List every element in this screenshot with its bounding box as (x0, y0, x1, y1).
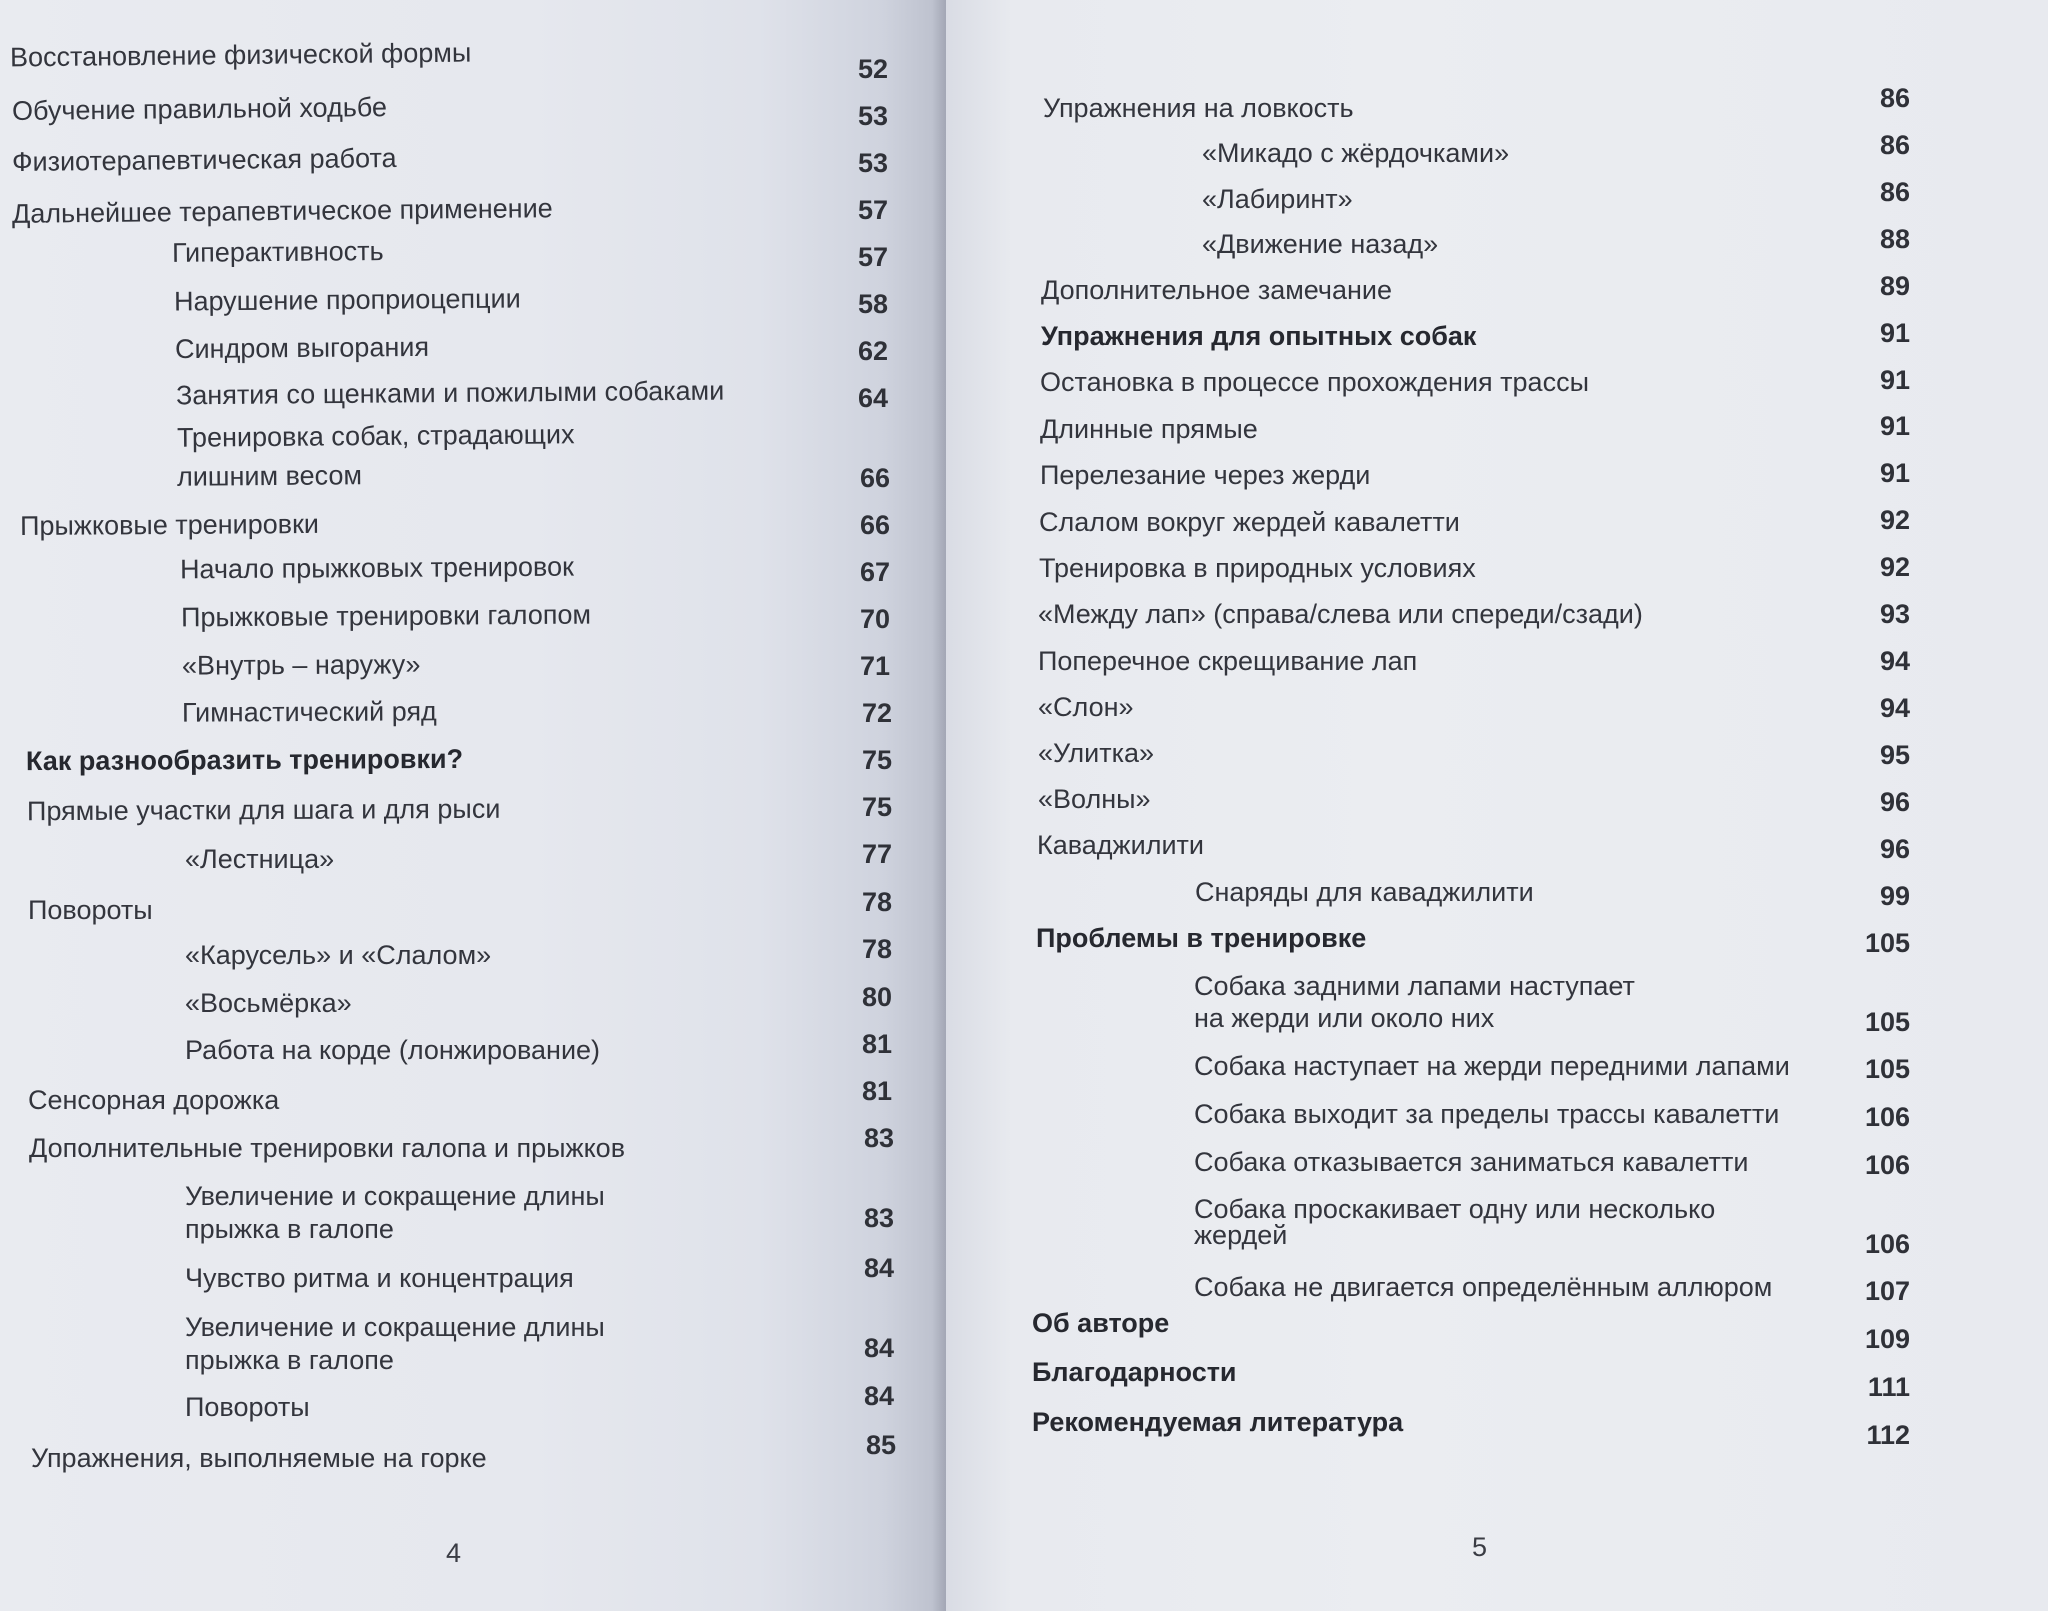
toc-entry-title-line2: лишним весом (176, 460, 363, 492)
toc-entry-page: 78 (861, 887, 892, 917)
toc-entry-page: 84 (863, 1253, 894, 1283)
toc-entry-page: 111 (1867, 1372, 1910, 1402)
toc-entry-page: 105 (1864, 1007, 1910, 1037)
toc-entry-page: 94 (1879, 693, 1910, 723)
toc-entry-title: «Волны» (1038, 784, 1151, 814)
toc-entry-title: Собака наступает на жерди передними лапами (1194, 1051, 1790, 1081)
toc-entry-title: Упражнения на ловкость (1043, 93, 1354, 123)
toc-entry-title: Длинные прямые (1040, 414, 1258, 444)
toc-entry-page: 81 (861, 1076, 892, 1106)
toc-entry-page: 99 (1879, 881, 1910, 911)
toc-entry-title: Каваджилити (1037, 830, 1204, 860)
toc-entry-title: Физиотерапевтическая работа (11, 142, 397, 178)
toc-entry-title: Как разнообразить тренировки? (25, 743, 464, 777)
toc-entry-title: Перелезание через жерди (1040, 460, 1371, 490)
toc-entry-title: Упражнения для опытных собак (1041, 321, 1477, 351)
toc-entry-title: Дополнительные тренировки галопа и прыжков (29, 1133, 626, 1163)
toc-entry-page: 107 (1864, 1276, 1910, 1306)
toc-entry-page: 58 (857, 289, 888, 319)
toc-entry-page: 77 (861, 839, 892, 869)
toc-entry-page: 84 (863, 1333, 894, 1363)
toc-entry-page: 75 (861, 792, 892, 822)
toc-entry-title: Снаряды для каваджилити (1195, 877, 1534, 907)
toc-entry-title: «Микадо с жёрдочками» (1202, 138, 1510, 168)
toc-entry-title: Тренировка в природных условиях (1039, 553, 1476, 583)
toc-entry-title: Собака не двигается определённым аллюром (1194, 1272, 1773, 1302)
toc-entry-title: Гимнастический ряд (181, 696, 437, 728)
toc-entry-title: Остановка в процессе прохождения трассы (1040, 367, 1589, 397)
toc-entry-title: Гиперактивность (171, 236, 384, 268)
toc-entry-page: 88 (1879, 224, 1910, 254)
toc-entry-page: 86 (1879, 177, 1910, 207)
right-page (946, 0, 2048, 1611)
toc-entry-title: Начало прыжковых тренировок (179, 551, 574, 585)
toc-entry-title: Прямые участки для шага и для рыси (26, 793, 501, 827)
toc-entry-title: Проблемы в тренировке (1036, 923, 1367, 953)
toc-entry-page: 106 (1864, 1229, 1910, 1259)
toc-entry-page: 53 (857, 148, 888, 178)
toc-entry-title-line2: на жерди или около них (1194, 1003, 1495, 1033)
toc-entry-title: «Лестница» (185, 844, 335, 874)
toc-entry-page: 105 (1864, 928, 1910, 958)
toc-entry-page: 83 (863, 1203, 894, 1233)
toc-entry-title: «Внутрь – наружу» (181, 649, 421, 681)
toc-entry-page: 57 (857, 195, 888, 225)
toc-entry-title: Прыжковые тренировки галопом (180, 599, 592, 633)
toc-entry-page: 85 (865, 1430, 896, 1460)
toc-entry-title: «Восьмёрка» (185, 988, 352, 1018)
page-number: 5 (1472, 1532, 1488, 1562)
toc-entry-page: 81 (861, 1029, 892, 1059)
toc-entry-page: 66 (859, 463, 890, 493)
toc-entry-title: Повороты (28, 895, 153, 925)
toc-entry-title: Чувство ритма и концентрация (185, 1263, 574, 1293)
toc-entry-title: Увеличение и сокращение длины (185, 1312, 605, 1342)
toc-entry-page: 92 (1879, 552, 1910, 582)
toc-entry-page: 93 (1879, 599, 1910, 629)
toc-entry-page: 89 (1879, 271, 1910, 301)
toc-entry-page: 106 (1864, 1150, 1910, 1180)
toc-entry-page: 75 (861, 745, 892, 775)
toc-entry-page: 72 (861, 698, 892, 728)
toc-entry-page: 86 (1879, 130, 1910, 160)
toc-entry-page: 62 (857, 336, 888, 366)
toc-entry-page: 91 (1879, 458, 1910, 488)
toc-entry-page: 112 (1866, 1420, 1910, 1450)
toc-entry-title: Синдром выгорания (174, 331, 430, 365)
toc-entry-title: «Улитка» (1038, 738, 1155, 768)
toc-entry-page: 105 (1864, 1054, 1910, 1084)
toc-entry-page: 96 (1879, 787, 1910, 817)
toc-entry-page: 91 (1879, 411, 1910, 441)
toc-entry-page: 94 (1879, 646, 1910, 676)
toc-entry-title-line2: прыжка в галопе (185, 1214, 394, 1244)
toc-entry-page: 83 (863, 1123, 894, 1153)
toc-entry-page: 67 (859, 557, 890, 587)
toc-entry-title: Восстановление физической формы (9, 37, 472, 73)
toc-entry-title: Обучение правильной ходьбе (11, 92, 388, 126)
toc-entry-title: Занятия со щенками и пожилыми собаками (175, 375, 725, 411)
toc-entry-title: Об авторе (1032, 1308, 1170, 1338)
toc-entry-page: 91 (1879, 318, 1910, 348)
toc-entry-title-line2: прыжка в галопе (185, 1345, 394, 1375)
toc-entry-title: Сенсорная дорожка (28, 1085, 280, 1115)
toc-entry-title: Дополнительное замечание (1041, 275, 1393, 305)
toc-entry-title: Дальнейшее терапевтическое применение (11, 193, 553, 229)
toc-entry-page: 106 (1864, 1102, 1910, 1132)
toc-entry-title: Благодарности (1032, 1357, 1237, 1387)
toc-entry-title: Собака отказывается заниматься кавалетти (1194, 1147, 1749, 1177)
toc-entry-page: 96 (1879, 834, 1910, 864)
toc-entry-page: 64 (857, 383, 888, 413)
toc-entry-page: 84 (863, 1381, 894, 1411)
toc-entry-title: «Между лап» (справа/слева или спереди/сзади) (1038, 599, 1643, 629)
toc-entry-title: Собака задними лапами наступает (1194, 971, 1635, 1001)
page-number: 4 (446, 1538, 462, 1568)
toc-entry-title: Слалом вокруг жердей кавалетти (1039, 507, 1460, 537)
toc-entry-title: Собака проскакивает одну или несколько (1194, 1194, 1716, 1224)
toc-entry-title: «Слон» (1038, 692, 1134, 722)
toc-entry-title: Работа на корде (лонжирование) (185, 1035, 601, 1065)
toc-list-left (0, 0, 948, 1611)
toc-entry-title: Упражнения, выполняемые на горке (31, 1443, 487, 1473)
toc-entry-page: 53 (857, 101, 888, 131)
toc-entry-page: 109 (1864, 1324, 1910, 1354)
toc-entry-title: Собака выходит за пределы трассы кавалетти (1194, 1099, 1780, 1129)
left-page (0, 0, 948, 1611)
toc-entry-title: Поперечное скрещивание лап (1038, 646, 1418, 676)
toc-entry-title: «Движение назад» (1202, 229, 1439, 259)
toc-entry-page: 92 (1879, 505, 1910, 535)
toc-entry-page: 91 (1879, 365, 1910, 395)
toc-entry-title-line2: жердей (1194, 1220, 1288, 1250)
toc-entry-page: 86 (1879, 83, 1910, 113)
toc-entry-page: 52 (857, 54, 888, 84)
toc-entry-title: «Лабиринт» (1202, 184, 1353, 214)
toc-entry-page: 57 (857, 242, 888, 272)
toc-entry-title: «Карусель» и «Слалом» (185, 940, 492, 970)
toc-entry-title: Нарушение проприоцепции (173, 283, 521, 317)
toc-entry-title: Тренировка собак, страдающих (176, 419, 575, 453)
toc-entry-page: 80 (861, 982, 892, 1012)
toc-entry-title: Рекомендуемая литература (1032, 1407, 1404, 1437)
toc-entry-page: 70 (859, 604, 890, 634)
toc-entry-title: Прыжковые тренировки (19, 508, 320, 542)
toc-entry-page: 78 (861, 934, 892, 964)
toc-entry-title: Повороты (185, 1392, 310, 1422)
toc-entry-page: 66 (859, 510, 890, 540)
toc-entry-page: 95 (1879, 740, 1910, 770)
toc-entry-title: Увеличение и сокращение длины (185, 1181, 605, 1211)
toc-entry-page: 71 (859, 651, 890, 681)
toc-list-right (946, 0, 2048, 1611)
